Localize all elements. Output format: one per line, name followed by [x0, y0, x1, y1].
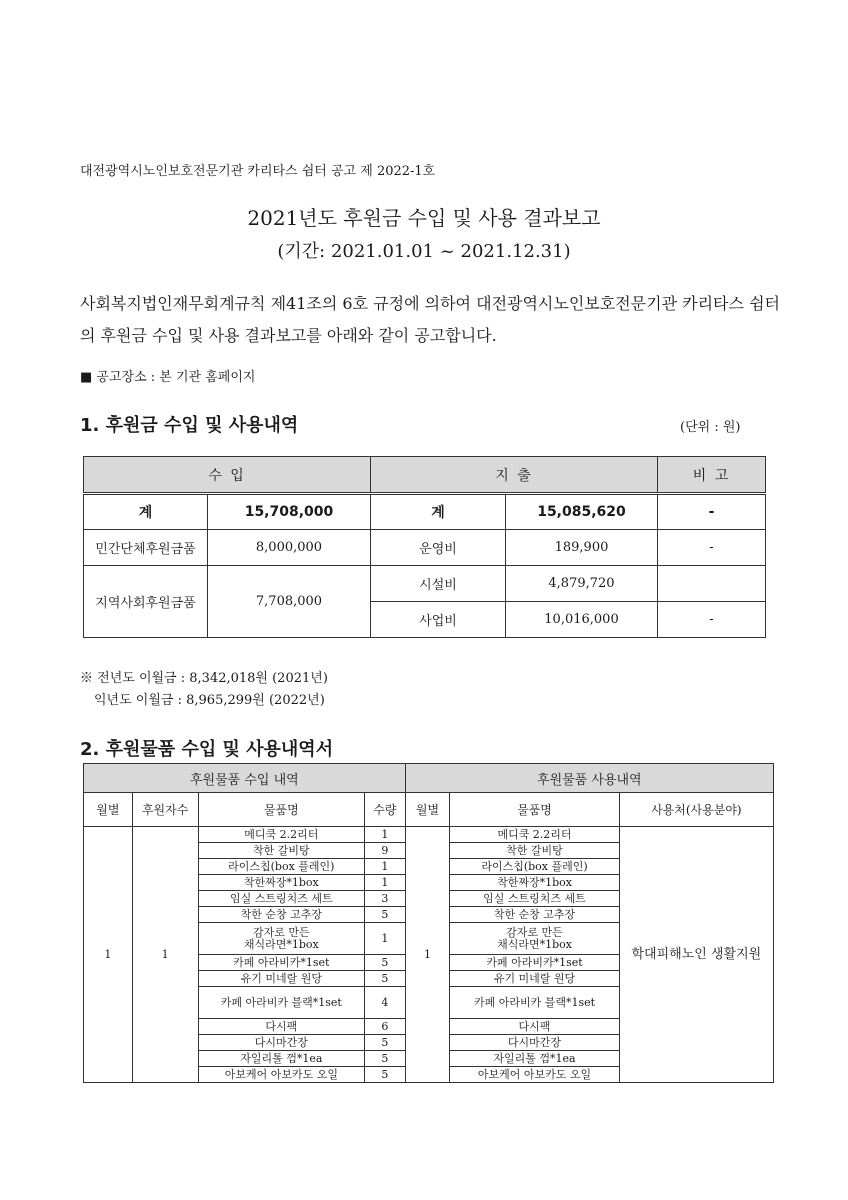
page-title: 2021년도 후원금 수입 및 사용 결과보고: [247, 206, 601, 230]
usage-item-name: 다시마간장: [450, 1035, 619, 1051]
goods-item-qty: 1: [365, 827, 406, 843]
col-donors: 후원자수: [132, 793, 198, 827]
goods-item-name: 다시마간장: [198, 1035, 364, 1051]
goods-item-qty: 9: [365, 843, 406, 859]
usage-item-name: 착한 갈비탕: [450, 843, 619, 859]
col-qty: 수량: [365, 793, 406, 827]
expense-value: 10,016,000: [506, 602, 658, 638]
goods-item-qty: 5: [365, 971, 406, 987]
total-note: -: [658, 494, 766, 530]
expense-note: -: [658, 602, 766, 638]
usage-month: 1: [405, 827, 450, 1083]
goods-item-qty: 1: [365, 923, 406, 955]
expense-header: 지 출: [371, 457, 658, 494]
col-month2: 월별: [405, 793, 450, 827]
goods-income-header: 후원물품 수입 내역: [84, 764, 406, 793]
expense-total-label: 계: [371, 494, 506, 530]
goods-item-qty: 5: [365, 955, 406, 971]
goods-donors: 1: [132, 827, 198, 1083]
expense-label: 사업비: [371, 602, 506, 638]
col-item2: 물품명: [450, 793, 619, 827]
usage-item-name: 아보케어 아보카도 오일: [450, 1067, 619, 1083]
goods-item-qty: 4: [365, 987, 406, 1019]
goods-table: [83, 763, 774, 1083]
income-total-value: 15,708,000: [208, 494, 371, 530]
income-label: 지역사회후원금품: [84, 566, 208, 638]
report-period: (기간: 2021.01.01 ~ 2021.12.31): [277, 241, 571, 262]
goods-item-qty: 5: [365, 1067, 406, 1083]
usage-item-name: 임실 스트링치즈 세트: [450, 891, 619, 907]
income-label: 민간단체후원금품: [84, 530, 208, 566]
goods-item-qty: 1: [365, 875, 406, 891]
goods-usage-header: 후원물품 사용내역: [405, 764, 773, 793]
goods-item-name: 카페 아라비카 블랙*1set: [198, 987, 364, 1019]
expense-label: 시설비: [371, 566, 506, 602]
goods-item-name: 착한 순창 고추장: [198, 907, 364, 923]
goods-item-name: 라이스칩(box 플레인): [198, 859, 364, 875]
goods-row: [84, 827, 774, 843]
goods-item-name: 자일리톨 껌*1ea: [198, 1051, 364, 1067]
goods-item-name: 유기 미네랄 원당: [198, 971, 364, 987]
income-total-label: 계: [84, 494, 208, 530]
donation-summary-table: [83, 456, 766, 638]
usage-item-name: 유기 미네랄 원당: [450, 971, 619, 987]
income-value: 8,000,000: [208, 530, 371, 566]
income-header: 수 입: [84, 457, 371, 494]
section1-heading: 1. 후원금 수입 및 사용내역: [80, 415, 299, 436]
usage-item-name: 감자로 만든 채식라면*1box: [450, 923, 619, 955]
expense-label: 운영비: [371, 530, 506, 566]
expense-total-value: 15,085,620: [506, 494, 658, 530]
usage-item-name: 다시팩: [450, 1019, 619, 1035]
goods-item-name: 착한짜장*1box: [198, 875, 364, 891]
goods-item-name: 메디쿡 2.2리터: [198, 827, 364, 843]
notice-number: 대전광역시노인보호전문기관 카리타스 쉼터 공고 제 2022-1호: [80, 164, 436, 179]
expense-note: -: [658, 530, 766, 566]
usage-item-name: 카페 아라비카 블랙*1set: [450, 987, 619, 1019]
usage-item-name: 착한 순창 고추장: [450, 907, 619, 923]
usage-item-name: 착한짜장*1box: [450, 875, 619, 891]
usage-item-name: 자일리톨 껌*1ea: [450, 1051, 619, 1067]
goods-item-qty: 1: [365, 859, 406, 875]
carryover-prev: ※ 전년도 이월금 : 8,342,018원 (2021년): [80, 671, 328, 686]
goods-item-qty: 6: [365, 1019, 406, 1035]
usage-item-name: 메디쿡 2.2리터: [450, 827, 619, 843]
expense-value: 4,879,720: [506, 566, 658, 602]
goods-item-name: 감자로 만든 채식라면*1box: [198, 923, 364, 955]
goods-month: 1: [84, 827, 133, 1083]
unit-label: (단위 : 원): [680, 420, 741, 435]
carryover-next: 익년도 이월금 : 8,965,299원 (2022년): [94, 693, 325, 708]
income-value: 7,708,000: [208, 566, 371, 638]
goods-item-name: 카페 아라비카*1set: [198, 955, 364, 971]
usage-item-name: 라이스칩(box 플레인): [450, 859, 619, 875]
goods-item-qty: 5: [365, 907, 406, 923]
expense-value: 189,900: [506, 530, 658, 566]
notice-place: ■ 공고장소 : 본 기관 홈페이지: [80, 370, 256, 385]
goods-item-name: 착한 갈비탕: [198, 843, 364, 859]
usage-item-name: 카페 아라비카*1set: [450, 955, 619, 971]
note-header: 비 고: [658, 457, 766, 494]
col-item: 물품명: [198, 793, 364, 827]
goods-item-name: 아보케어 아보카도 오일: [198, 1067, 364, 1083]
goods-item-qty: 5: [365, 1051, 406, 1067]
intro-paragraph: 사회복지법인재무회계규칙 제41조의 6호 규정에 의하여 대전광역시노인보호전문기관 카리타스 쉼터의 후원금 수입 및 사용 결과보고를 아래와 같이 공고합니다.: [80, 294, 780, 345]
goods-item-name: 임실 스트링치즈 세트: [198, 891, 364, 907]
expense-note: [658, 566, 766, 602]
col-month: 월별: [84, 793, 133, 827]
goods-item-name: 다시팩: [198, 1019, 364, 1035]
section2-heading: 2. 후원물품 수입 및 사용내역서: [80, 739, 334, 760]
usage-place: 학대피해노인 생활지원: [619, 827, 773, 1083]
goods-item-qty: 3: [365, 891, 406, 907]
goods-item-qty: 5: [365, 1035, 406, 1051]
col-usage-place: 사용처(사용분야): [619, 793, 773, 827]
